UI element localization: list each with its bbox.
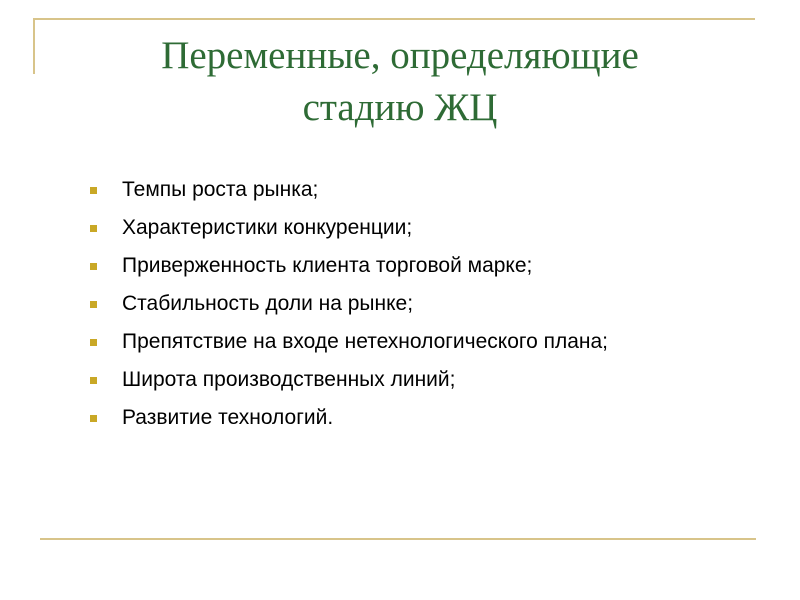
bottom-decorative-rule [40,538,756,540]
bullet-text: Развитие технологий. [122,406,334,429]
bullet-list [88,174,748,440]
bullet-item [88,250,748,282]
bullet-item [88,364,748,396]
bullet-text: Стабильность доли на рынке; [122,292,414,315]
square-bullet-icon [90,301,97,308]
left-decorative-rule [33,18,35,74]
bullet-item [88,212,748,244]
bullet-text: Темпы роста рынка; [122,178,319,201]
top-decorative-rule [33,18,755,20]
slide-title-line-1: Переменные, определяющие [161,34,639,77]
bullet-item [88,326,748,358]
square-bullet-icon [90,415,97,422]
bullet-item [88,288,748,320]
bullet-text: Препятствие на входе нетехнологического плана; [122,330,609,353]
square-bullet-icon [90,187,97,194]
bullet-text: Характеристики конкуренции; [122,216,413,239]
slide-title-line-2: стадию ЖЦ [302,86,498,129]
slide-title [60,30,740,134]
square-bullet-icon [90,263,97,270]
square-bullet-icon [90,225,97,232]
square-bullet-icon [90,377,97,384]
bullet-text: Приверженность клиента торговой марке; [122,254,533,277]
bullet-item [88,402,748,434]
square-bullet-icon [90,339,97,346]
bullet-item [88,174,748,206]
bullet-text: Широта производственных линий; [122,368,456,391]
